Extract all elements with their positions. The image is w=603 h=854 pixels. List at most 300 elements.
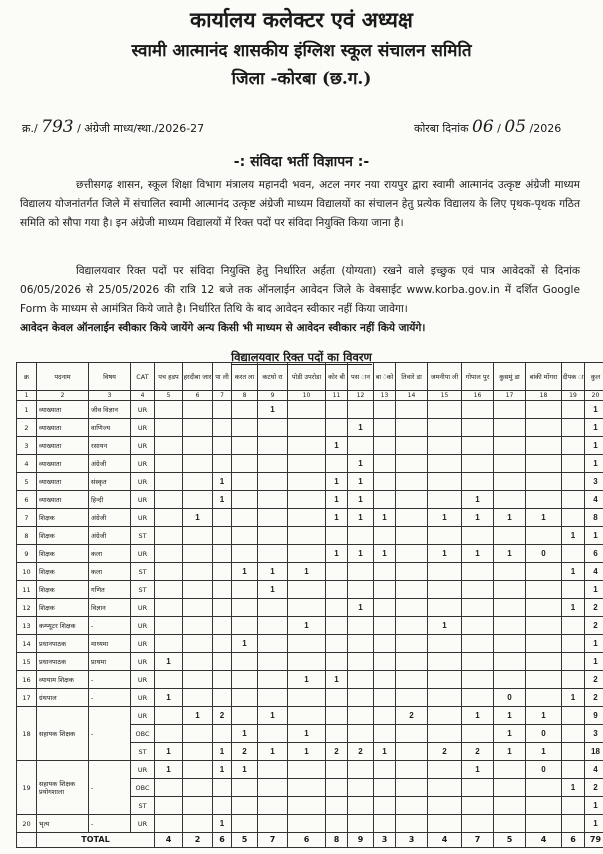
date-day: 06	[472, 117, 494, 137]
post-cell: शिक्षक	[37, 581, 89, 599]
count-cell: 1	[213, 473, 232, 491]
count-cell: 1	[348, 455, 374, 473]
serial-cell: 7	[17, 509, 37, 527]
count-cell	[526, 563, 562, 581]
total-spacer	[17, 833, 37, 848]
subject-cell: कला	[89, 545, 131, 563]
count-cell	[155, 725, 183, 743]
office-title: कार्यालय कलेक्टर एवं अध्यक्ष	[190, 7, 413, 32]
count-cell	[155, 581, 183, 599]
header-row	[17, 363, 603, 391]
count-cell	[183, 797, 213, 815]
count-cell	[288, 779, 326, 797]
count-cell: 1	[374, 743, 396, 761]
count-cell	[155, 635, 183, 653]
category-cell: UR	[131, 509, 155, 527]
table-row	[17, 419, 603, 437]
count-cell	[213, 797, 232, 815]
count-cell: 1	[562, 599, 585, 617]
table-caption: विद्यालयवार रिक्त पदों का विवरण	[231, 350, 372, 364]
district-title: जिला -कोरबा (छ.ग.)	[231, 69, 372, 89]
subject-cell: माध्यमा	[89, 635, 131, 653]
subject-cell: प्राथमा	[89, 653, 131, 671]
column-number: 1	[17, 391, 37, 401]
count-cell	[396, 815, 428, 833]
serial-cell: 20	[17, 815, 37, 833]
column-header: कटघो रा	[258, 363, 288, 391]
subject-cell: कला	[89, 563, 131, 581]
count-cell	[183, 761, 213, 779]
count-cell	[396, 473, 428, 491]
count-cell	[155, 707, 183, 725]
count-cell	[494, 419, 526, 437]
serial-cell: 16	[17, 671, 37, 689]
column-header: करत ला	[232, 363, 258, 391]
count-cell: 1	[462, 707, 494, 725]
table-row	[17, 491, 603, 509]
count-cell	[288, 815, 326, 833]
count-cell: 1	[526, 743, 562, 761]
count-cell	[526, 635, 562, 653]
count-cell	[326, 635, 348, 653]
count-cell: 1	[326, 437, 348, 455]
count-cell	[374, 563, 396, 581]
count-cell: 1	[183, 509, 213, 527]
count-cell	[396, 563, 428, 581]
count-cell	[258, 815, 288, 833]
count-cell	[562, 653, 585, 671]
count-cell	[374, 491, 396, 509]
count-cell	[183, 689, 213, 707]
count-cell	[526, 671, 562, 689]
count-cell	[155, 671, 183, 689]
subject-cell: अंग्रेजी	[89, 527, 131, 545]
serial-cell: 15	[17, 653, 37, 671]
count-cell	[348, 635, 374, 653]
category-cell: UR	[131, 635, 155, 653]
count-cell	[428, 455, 462, 473]
count-cell	[232, 509, 258, 527]
post-cell: व्याख्याता	[37, 473, 89, 491]
count-cell	[526, 437, 562, 455]
count-cell	[348, 725, 374, 743]
post-cell: शिक्षक	[37, 545, 89, 563]
count-cell	[396, 635, 428, 653]
count-cell	[494, 455, 526, 473]
count-cell	[232, 401, 258, 419]
count-cell: 1	[348, 491, 374, 509]
count-cell	[258, 473, 288, 491]
column-number: 2	[37, 391, 89, 401]
count-cell	[326, 815, 348, 833]
category-cell: UR	[131, 455, 155, 473]
serial-cell: 19	[17, 761, 37, 815]
count-cell: 1	[562, 689, 585, 707]
count-cell	[258, 671, 288, 689]
count-cell	[396, 671, 428, 689]
count-cell	[288, 401, 326, 419]
count-cell	[232, 617, 258, 635]
count-cell: 4	[585, 563, 603, 581]
serial-cell: 10	[17, 563, 37, 581]
count-cell: 1	[213, 761, 232, 779]
table-row	[17, 653, 603, 671]
post-cell: सहायक शिक्षक	[37, 707, 89, 761]
table-row	[17, 545, 603, 563]
count-cell: 1	[562, 563, 585, 581]
count-cell	[526, 581, 562, 599]
count-cell: 1	[526, 707, 562, 725]
count-cell	[183, 437, 213, 455]
count-cell	[428, 401, 462, 419]
category-cell: UR	[131, 617, 155, 635]
count-cell	[258, 797, 288, 815]
count-cell	[183, 473, 213, 491]
total-cell: 6	[288, 833, 326, 848]
count-cell	[494, 599, 526, 617]
serial-cell: 13	[17, 617, 37, 635]
post-cell: व्याख्याता	[37, 437, 89, 455]
count-cell	[183, 653, 213, 671]
count-cell	[288, 707, 326, 725]
category-cell: UR	[131, 653, 155, 671]
count-cell	[374, 707, 396, 725]
post-cell: व्याख्याता	[37, 455, 89, 473]
count-cell	[288, 635, 326, 653]
count-cell	[428, 797, 462, 815]
count-cell	[526, 815, 562, 833]
table-row	[17, 527, 603, 545]
count-cell: 4	[585, 761, 603, 779]
count-cell	[526, 617, 562, 635]
category-cell: UR	[131, 491, 155, 509]
count-cell	[526, 473, 562, 491]
total-cell: 7	[462, 833, 494, 848]
count-cell	[183, 401, 213, 419]
column-header: पोडी उपरोडा	[288, 363, 326, 391]
count-cell	[494, 779, 526, 797]
count-cell: 1	[585, 815, 603, 833]
total-cell: 8	[326, 833, 348, 848]
count-cell	[428, 581, 462, 599]
count-cell: 1	[155, 743, 183, 761]
count-cell	[288, 527, 326, 545]
count-cell: 2	[232, 743, 258, 761]
count-cell: 18	[585, 743, 603, 761]
total-cell: 79	[585, 833, 603, 848]
count-cell: 2	[348, 743, 374, 761]
category-cell: UR	[131, 761, 155, 779]
count-cell: 1	[348, 545, 374, 563]
count-cell	[155, 455, 183, 473]
count-cell	[562, 509, 585, 527]
count-cell: 1	[155, 653, 183, 671]
count-cell	[348, 617, 374, 635]
count-cell	[562, 419, 585, 437]
count-cell	[213, 581, 232, 599]
count-cell	[258, 725, 288, 743]
count-cell	[374, 527, 396, 545]
count-cell	[288, 545, 326, 563]
count-cell	[183, 815, 213, 833]
count-cell	[232, 545, 258, 563]
count-cell	[232, 689, 258, 707]
count-cell	[348, 581, 374, 599]
post-cell: शिक्षक	[37, 563, 89, 581]
count-cell	[155, 401, 183, 419]
subject-cell: अंग्रेजी	[89, 455, 131, 473]
count-cell	[183, 491, 213, 509]
count-cell: 1	[326, 473, 348, 491]
count-cell	[494, 815, 526, 833]
count-cell	[258, 491, 288, 509]
count-cell: 1	[348, 599, 374, 617]
count-cell	[428, 671, 462, 689]
count-cell	[155, 617, 183, 635]
count-cell: 1	[585, 437, 603, 455]
total-cell: 3	[374, 833, 396, 848]
column-number: 3	[89, 391, 131, 401]
ref-prefix: क्र./	[22, 122, 38, 135]
count-cell	[428, 419, 462, 437]
column-header: पा ली	[213, 363, 232, 391]
count-cell	[562, 545, 585, 563]
post-cell: व्याख्याता	[37, 401, 89, 419]
column-header: हरदीबा जार	[183, 363, 213, 391]
count-cell	[428, 437, 462, 455]
count-cell	[374, 437, 396, 455]
post-cell: प्रधानपाठक	[37, 653, 89, 671]
count-cell	[494, 635, 526, 653]
category-cell: UR	[131, 707, 155, 725]
count-cell	[374, 653, 396, 671]
count-cell	[374, 725, 396, 743]
count-cell	[348, 401, 374, 419]
count-cell	[348, 563, 374, 581]
count-cell: 1	[562, 779, 585, 797]
subject-cell: संस्कृत	[89, 473, 131, 491]
column-header: कोर बी	[326, 363, 348, 391]
count-cell	[428, 815, 462, 833]
count-cell	[213, 437, 232, 455]
date-year: /2026	[529, 122, 562, 135]
table-row	[17, 509, 603, 527]
count-cell	[155, 779, 183, 797]
count-cell	[526, 653, 562, 671]
count-cell: 1	[155, 689, 183, 707]
count-cell: 1	[374, 509, 396, 527]
count-cell	[232, 707, 258, 725]
count-cell	[374, 401, 396, 419]
total-cell: 2	[183, 833, 213, 848]
column-number: 20	[585, 391, 603, 401]
count-cell: 1	[428, 545, 462, 563]
post-cell: भृत्य	[37, 815, 89, 833]
subject-cell: -	[89, 671, 131, 689]
count-cell: 1	[213, 743, 232, 761]
count-cell	[494, 563, 526, 581]
count-cell	[462, 419, 494, 437]
count-cell	[494, 527, 526, 545]
column-number: 19	[562, 391, 585, 401]
count-cell: 1	[288, 617, 326, 635]
count-cell	[494, 617, 526, 635]
count-cell	[348, 797, 374, 815]
count-cell	[562, 455, 585, 473]
count-cell	[526, 599, 562, 617]
count-cell: 2	[428, 743, 462, 761]
count-cell	[183, 545, 213, 563]
count-cell: 1	[585, 653, 603, 671]
count-cell: 2	[213, 707, 232, 725]
count-cell	[232, 653, 258, 671]
post-cell: ग्रंथपाल	[37, 689, 89, 707]
count-cell: 2	[585, 779, 603, 797]
column-header: विषय	[89, 363, 131, 391]
column-number: 17	[494, 391, 526, 401]
count-cell: 1	[585, 797, 603, 815]
count-cell	[462, 779, 494, 797]
count-cell	[396, 599, 428, 617]
count-cell: 0	[526, 725, 562, 743]
count-cell: 3	[585, 725, 603, 743]
serial-cell: 2	[17, 419, 37, 437]
count-cell: 1	[462, 545, 494, 563]
table-row	[17, 401, 603, 419]
count-cell	[213, 725, 232, 743]
count-cell	[374, 815, 396, 833]
count-cell	[428, 635, 462, 653]
count-cell	[326, 797, 348, 815]
count-cell	[213, 545, 232, 563]
serial-cell: 6	[17, 491, 37, 509]
total-cell: 9	[348, 833, 374, 848]
serial-cell: 4	[17, 455, 37, 473]
post-cell: शिक्षक	[37, 527, 89, 545]
category-cell: ST	[131, 797, 155, 815]
table-row	[17, 689, 603, 707]
count-cell	[462, 815, 494, 833]
count-cell	[462, 401, 494, 419]
count-cell	[288, 473, 326, 491]
count-cell: 1	[585, 401, 603, 419]
column-header: तिवारे डा	[396, 363, 428, 391]
count-cell	[562, 797, 585, 815]
table-row	[17, 563, 603, 581]
count-cell	[428, 761, 462, 779]
count-cell	[232, 671, 258, 689]
ref-suffix: / अंग्रेजी माध्य/स्था./2026-27	[77, 122, 205, 135]
subject-cell: -	[89, 761, 131, 815]
category-cell: ST	[131, 527, 155, 545]
column-number: 13	[374, 391, 396, 401]
count-cell	[232, 473, 258, 491]
count-cell: 1	[258, 563, 288, 581]
category-cell: UR	[131, 689, 155, 707]
reference-number	[22, 117, 204, 137]
count-cell	[462, 473, 494, 491]
count-cell	[155, 815, 183, 833]
count-cell	[428, 779, 462, 797]
count-cell	[183, 581, 213, 599]
count-cell	[428, 563, 462, 581]
count-cell: 2	[326, 743, 348, 761]
subject-cell: -	[89, 815, 131, 833]
count-cell	[526, 491, 562, 509]
subject-cell: -	[89, 689, 131, 707]
count-cell	[562, 743, 585, 761]
count-cell: 0	[494, 689, 526, 707]
subject-cell: रसायन	[89, 437, 131, 455]
count-cell	[326, 653, 348, 671]
count-cell	[258, 635, 288, 653]
count-cell: 0	[526, 761, 562, 779]
count-cell	[374, 581, 396, 599]
count-cell	[428, 527, 462, 545]
total-cell: 4	[428, 833, 462, 848]
count-cell: 1	[326, 545, 348, 563]
count-cell	[562, 707, 585, 725]
count-cell	[258, 617, 288, 635]
count-cell	[562, 815, 585, 833]
count-cell	[155, 563, 183, 581]
table-row	[17, 599, 603, 617]
count-cell	[183, 779, 213, 797]
count-cell: 1	[232, 635, 258, 653]
count-cell	[288, 509, 326, 527]
count-cell	[428, 491, 462, 509]
count-cell	[155, 473, 183, 491]
serial-cell: 18	[17, 707, 37, 761]
serial-cell: 5	[17, 473, 37, 491]
serial-cell: 1	[17, 401, 37, 419]
column-number: 11	[326, 391, 348, 401]
serial-cell: 17	[17, 689, 37, 707]
post-cell: सहायक शिक्षक प्रयोगशाला	[37, 761, 89, 815]
reference-date: कोरबा दिनांक 06 / 05 /2026	[414, 117, 562, 137]
committee-title: स्वामी आत्मानंद शासकीय इंग्लिश स्कूल संचालन समिति	[131, 41, 472, 61]
count-cell	[258, 545, 288, 563]
count-cell	[526, 779, 562, 797]
table-row	[17, 707, 603, 725]
count-cell	[562, 671, 585, 689]
count-cell	[396, 725, 428, 743]
count-cell	[462, 797, 494, 815]
count-cell	[183, 419, 213, 437]
table-row	[17, 437, 603, 455]
count-cell	[258, 437, 288, 455]
count-cell	[326, 617, 348, 635]
count-cell	[396, 545, 428, 563]
count-cell: 9	[585, 707, 603, 725]
count-cell: 1	[374, 545, 396, 563]
count-cell: 1	[585, 527, 603, 545]
count-cell	[183, 563, 213, 581]
count-cell	[494, 671, 526, 689]
count-cell	[258, 689, 288, 707]
paragraph-intro: छत्तीसगढ़ शासन, स्कूल शिक्षा विभाग मंत्रालय महानदी भवन, अटल नगर नया रायपुर द्वारा स्वामी आत्मानंद उत्कृष्ट अंग्रेजी माध्यम विद्यालय योजनांतर्गत जिले में संचालित स्वामी आत्मानंद उत्कृष्ट अंग्रेजी माध्यम विद्यालयों का संचालन हेतु प्रत्येक विद्यालय के लिए पृथक-पृथक गठित समिति को सौपा गया है। इन अंग्रेजी माध्यम विद्यालयों में रिक्त पदों पर संविदा नियुक्ति किया जाना है।	[20, 179, 580, 229]
count-cell	[526, 455, 562, 473]
count-cell: 1	[494, 707, 526, 725]
count-cell	[288, 491, 326, 509]
column-header: कुसमुं डा	[494, 363, 526, 391]
count-cell: 1	[462, 509, 494, 527]
count-cell	[374, 797, 396, 815]
count-cell: 1	[585, 581, 603, 599]
count-cell	[213, 635, 232, 653]
category-cell: OBC	[131, 725, 155, 743]
count-cell	[526, 689, 562, 707]
